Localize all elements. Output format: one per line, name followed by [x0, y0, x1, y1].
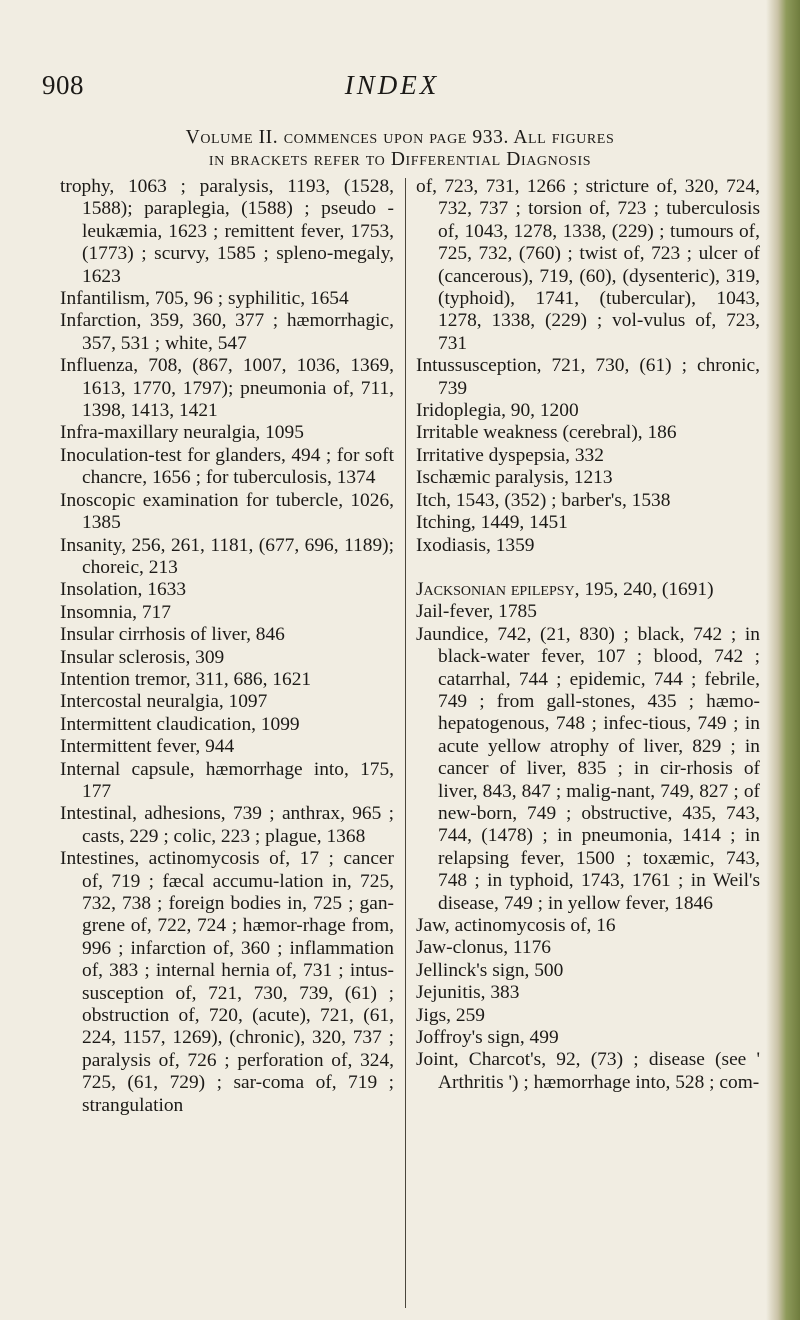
page-header [42, 70, 742, 110]
index-entry: Intestines, actinomycosis of, 17 ; cancer of, 719 ; fæcal accumu-lation in, 725, 732, 738 ; foreign bodies in, 725 ; gan-grene of, 722, 724 ; hæmor-rhage from, 996 ; infarction of, 360 ; inflammation of, 383 ; internal hernia of, 731 ; intus-susception of, 721, 730, 739, (61) ; obstruction of, 720, (acute), 721, (61, 224, 1157, 1269), (chronic), 320, 737 ; paralysis of, 726 ; perforation of, 324, 725, (61, 729) ; sar-coma of, 719 ; strangulation [60, 848, 394, 1116]
index-entry: Insanity, 256, 261, 1181, (677, 696, 1189); choreic, 213 [60, 534, 394, 578]
index-entry: Intercostal neuralgia, 1097 [60, 691, 268, 713]
index-entry: Intention tremor, 311, 686, 1621 [60, 668, 312, 690]
index-entry: Intestinal, adhesions, 739 ; anthrax, 965 ; casts, 229 ; colic, 223 ; plague, 1368 [60, 803, 394, 847]
index-entry: Jaundice, 742, (21, 830) ; black, 742 ; in black-water fever, 107 ; blood, 742 ; catarrhal, 744 ; epidemic, 744 ; febrile, 749 ; from gall-stones, 435 ; hæmo-hepatogenous, 748 ; infec-tious, 749 ; in acute yellow atrophy of liver, 829 ; in cancer of liver, 835 ; in cir-rhosis of liver, 843, 847 ; malig-nant, 749, 827 ; of new-born, 749 ; obstructive, 435, 743, 744, (1478) ; in pneumonia, 1414 ; in relapsing fever, 1500 ; toxæmic, 743, 748 ; in typhoid, 1743, 1761 ; in Weil's disease, 749 ; in yellow fever, 1846 [416, 623, 760, 914]
left-column [60, 176, 394, 1117]
index-entry: trophy, 1063 ; paralysis, 1193, (1528, 1588); paraplegia, (1588) ; pseudo - leukæmia, 1623 ; remittent fever, 1753, (1773) ; scurvy, 1585 ; spleno-megaly, 1623 [60, 176, 394, 287]
index-entry: of, 723, 731, 1266 ; stricture of, 320, 724, 732, 737 ; torsion of, 723 ; tuberculosis of, 1043, 1278, 1338, (229) ; tumours of, 725, 732, (760) ; twist of, 723 ; ulcer of (cancerous), 719, (60), (dysenteric), 319, (typhoid), 1741, (tubercular), 1043, 1278, 1338, (229) ; vol-vulus of, 723, 731 [416, 176, 760, 354]
index-entry: Infra-maxillary neuralgia, 1095 [60, 422, 304, 444]
index-entry: Irritative dyspepsia, 332 [416, 444, 604, 466]
index-entry: Inoculation-test for glanders, 494 ; for soft chancre, 1656 ; for tuberculosis, 1374 [60, 444, 394, 489]
page-number: 908 [42, 70, 84, 100]
index-entry: Jejunitis, 383 [416, 982, 520, 1004]
index-entry: Intermittent claudication, 1099 [60, 713, 300, 735]
volume-notice-line-2: in brackets refer to Differential Diagnosis [208, 149, 592, 170]
index-entry: Insomnia, 717 [60, 601, 171, 623]
running-title: INDEX [344, 70, 440, 100]
index-entry: Intussusception, 721, 730, (61) ; chronic, 739 [416, 355, 760, 399]
index-entry: Infarction, 359, 360, 377 ; hæmorrhagic, 357, 531 ; white, 547 [60, 310, 394, 354]
column-divider [405, 178, 406, 1308]
page-edge [766, 0, 800, 1320]
index-entry: Irritable weakness (cerebral), 186 [416, 422, 677, 444]
index-entry-jacksonian-epilepsy: Jacksonian epilepsy, 195, 240, (1691) [416, 578, 714, 600]
index-entry: Jaw-clonus, 1176 [416, 937, 551, 959]
index-entry: Internal capsule, hæmorrhage into, 175, 177 [60, 758, 394, 802]
index-entry: Iridoplegia, 90, 1200 [416, 400, 579, 422]
index-entry: Insular cirrhosis of liver, 846 [60, 624, 285, 646]
index-entry: Ischæmic paralysis, 1213 [416, 467, 613, 489]
right-column [416, 176, 760, 1094]
index-entry: Jellinck's sign, 500 [416, 959, 564, 981]
volume-notice-line-1: Volume II. commences upon page 933. All figures [185, 127, 615, 148]
index-entry: Itch, 1543, (352) ; barber's, 1538 [416, 489, 671, 511]
index-entry: Influenza, 708, (867, 1007, 1036, 1369, 1613, 1770, 1797); pneumonia of, 711, 1398, 1413, 1421 [60, 355, 394, 422]
index-entry: Itching, 1449, 1451 [416, 512, 568, 534]
index-entry: Insular sclerosis, 309 [60, 646, 225, 668]
index-entry: Insolation, 1633 [60, 579, 187, 601]
volume-notice [40, 127, 760, 171]
index-entry: Ixodiasis, 1359 [416, 534, 535, 556]
index-entry: Jigs, 259 [416, 1004, 485, 1026]
index-entry: Joint, Charcot's, 92, (73) ; disease (see ' Arthritis ') ; hæmorrhage into, 528 ; com- [416, 1049, 760, 1093]
index-entry: Jaw, actinomycosis of, 16 [416, 915, 616, 936]
index-entry: Inoscopic examination for tubercle, 1026, 1385 [60, 489, 394, 534]
index-entry: Intermittent fever, 944 [60, 736, 235, 758]
index-entry: Jail-fever, 1785 [416, 601, 537, 623]
index-entry: Infantilism, 705, 96 ; syphilitic, 1654 [60, 288, 349, 310]
index-entry: Joffroy's sign, 499 [416, 1027, 559, 1049]
